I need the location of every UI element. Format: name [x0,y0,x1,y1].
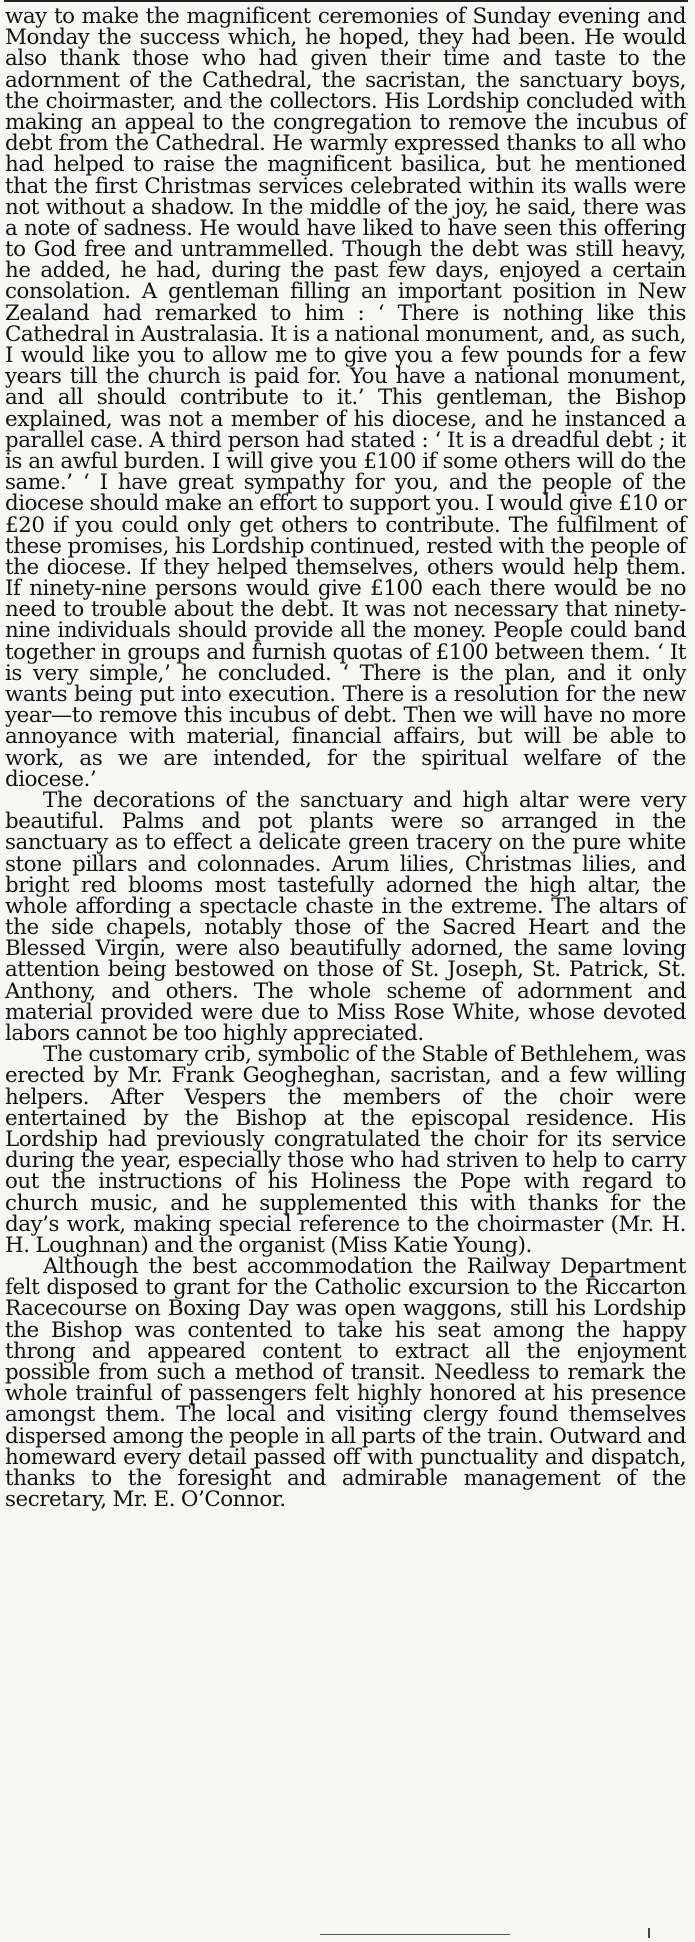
paragraph-railway-excursion: Although the best accommodation the Railway Department felt disposed to grant for the Catholic excursion to the Riccarton Racecourse on Boxing Day was open waggons, still his Lordship the Bishop was contented to take his seat among the happy throng and appeared content to extract all the enjoyment possible from such a method of transit. Needless to remark the whole trainful of passengers felt highly honored at his presence amongst them. The local and visiting clergy found themselves dispersed among the people in all parts of the train. Outward and homeward every detail passed off with punctuality and dispatch, thanks to the foresight and admirable management of the secretary, Mr. E. O’Connor. [5,1254,686,1513]
column-top-rule [4,0,688,2]
article-column [5,4,686,1513]
paragraph-crib-and-choir: The customary crib, symbolic of the Stable of Bethlehem, was erected by Mr. Frank Geogheghan, sacristan, and a few willing helpers. After Vespers the members of the choir were entertained by the Bishop at the episcopal residence. His Lordship had previously congratulated the choir for its service during the year, especially those who had striven to help to carry out the instructions of his Holiness the Pope with regard to church music, and he supplemented this with thanks for the day’s work, making special reference to the choirmaster (Mr. H. H. Loughnan) and the organist (Miss Katie Young). [5,1042,686,1258]
column-edge-mark [648,1928,650,1938]
paragraph-bishop-appeal: way to make the magnificent ceremonies of Sunday evening and Monday the success which, he hoped, they had been. He would also thank those who had given their time and taste to the adornment of the Cathedral, the sacristan, the sanctuary boys, the choirmaster, and the collectors. His Lordship concluded with making an appeal to the congregation to remove the incubus of debt from the Cathedral. He warmly expressed thanks to all who had helped to raise the magnificent basilica, but he mentioned that the first Christmas services celebrated within its walls were not without a shadow. In the middle of the joy, he said, there was a note of sadness. He would have liked to have seen this offering to God free and untrammelled. Though the debt was still heavy, he added, he had, during the past few days, enjoyed a certain consolation. A gentleman filling an important position in New Zealand had remarked to him : ‘ There is nothing like this Cathedral in Australasia. It is a national monument, and, as such, I would like you to allow me to give you a few pounds for a few years till the church is paid for. You have a national monument, and all should contribute to it.’ This gentleman, the Bishop explained, was not a member of his diocese, and he instanced a parallel case. A third person had stated : ‘ It is a dreadful debt ; it is an awful burden. I will give you £100 if some others will do the same.’ ‘ I have great sympathy for you, and the people of the diocese should make an effort to support you. I would give £10 or £20 if you could only get others to contribute. The fulfilment of these promises, his Lordship continued, rested with the people of the diocese. If they helped themselves, others would help them. If ninety-nine persons would give £100 each there would be no need to trouble about the debt. It was not necessary that ninety-nine individuals should provide all the money. People could band together in groups and furnish quotas of £100 between them. ‘ It is very simple,’ he concluded. ‘ There is the plan, and it only wants being put into execution. There is a resolution for the new year—to remove this incubus of debt. Then we will have no more annoyance with material, financial affairs, but will be able to work, as we are intended, for the spiritual welfare of the diocese.’ [5,4,686,792]
paragraph-decorations: The decorations of the sanctuary and high altar were very beautiful. Palms and pot plants were so arranged in the sanctuary as to effect a delicate green tracery on the pure white stone pillars and colonnades. Arum lilies, Christmas lilies, and bright red blooms most tastefully adorned the high altar, the whole affording a spectacle chaste in the extreme. The altars of the side chapels, notably those of the Sacred Heart and the Blessed Virgin, were also beautifully adorned, the same loving attention being bestowed on those of St. Joseph, St. Patrick, St. Anthony, and others. The whole scheme of adornment and material provided were due to Miss Rose White, whose devoted labors cannot be too highly appreciated. [5,787,686,1046]
column-bottom-rule [320,1934,510,1935]
